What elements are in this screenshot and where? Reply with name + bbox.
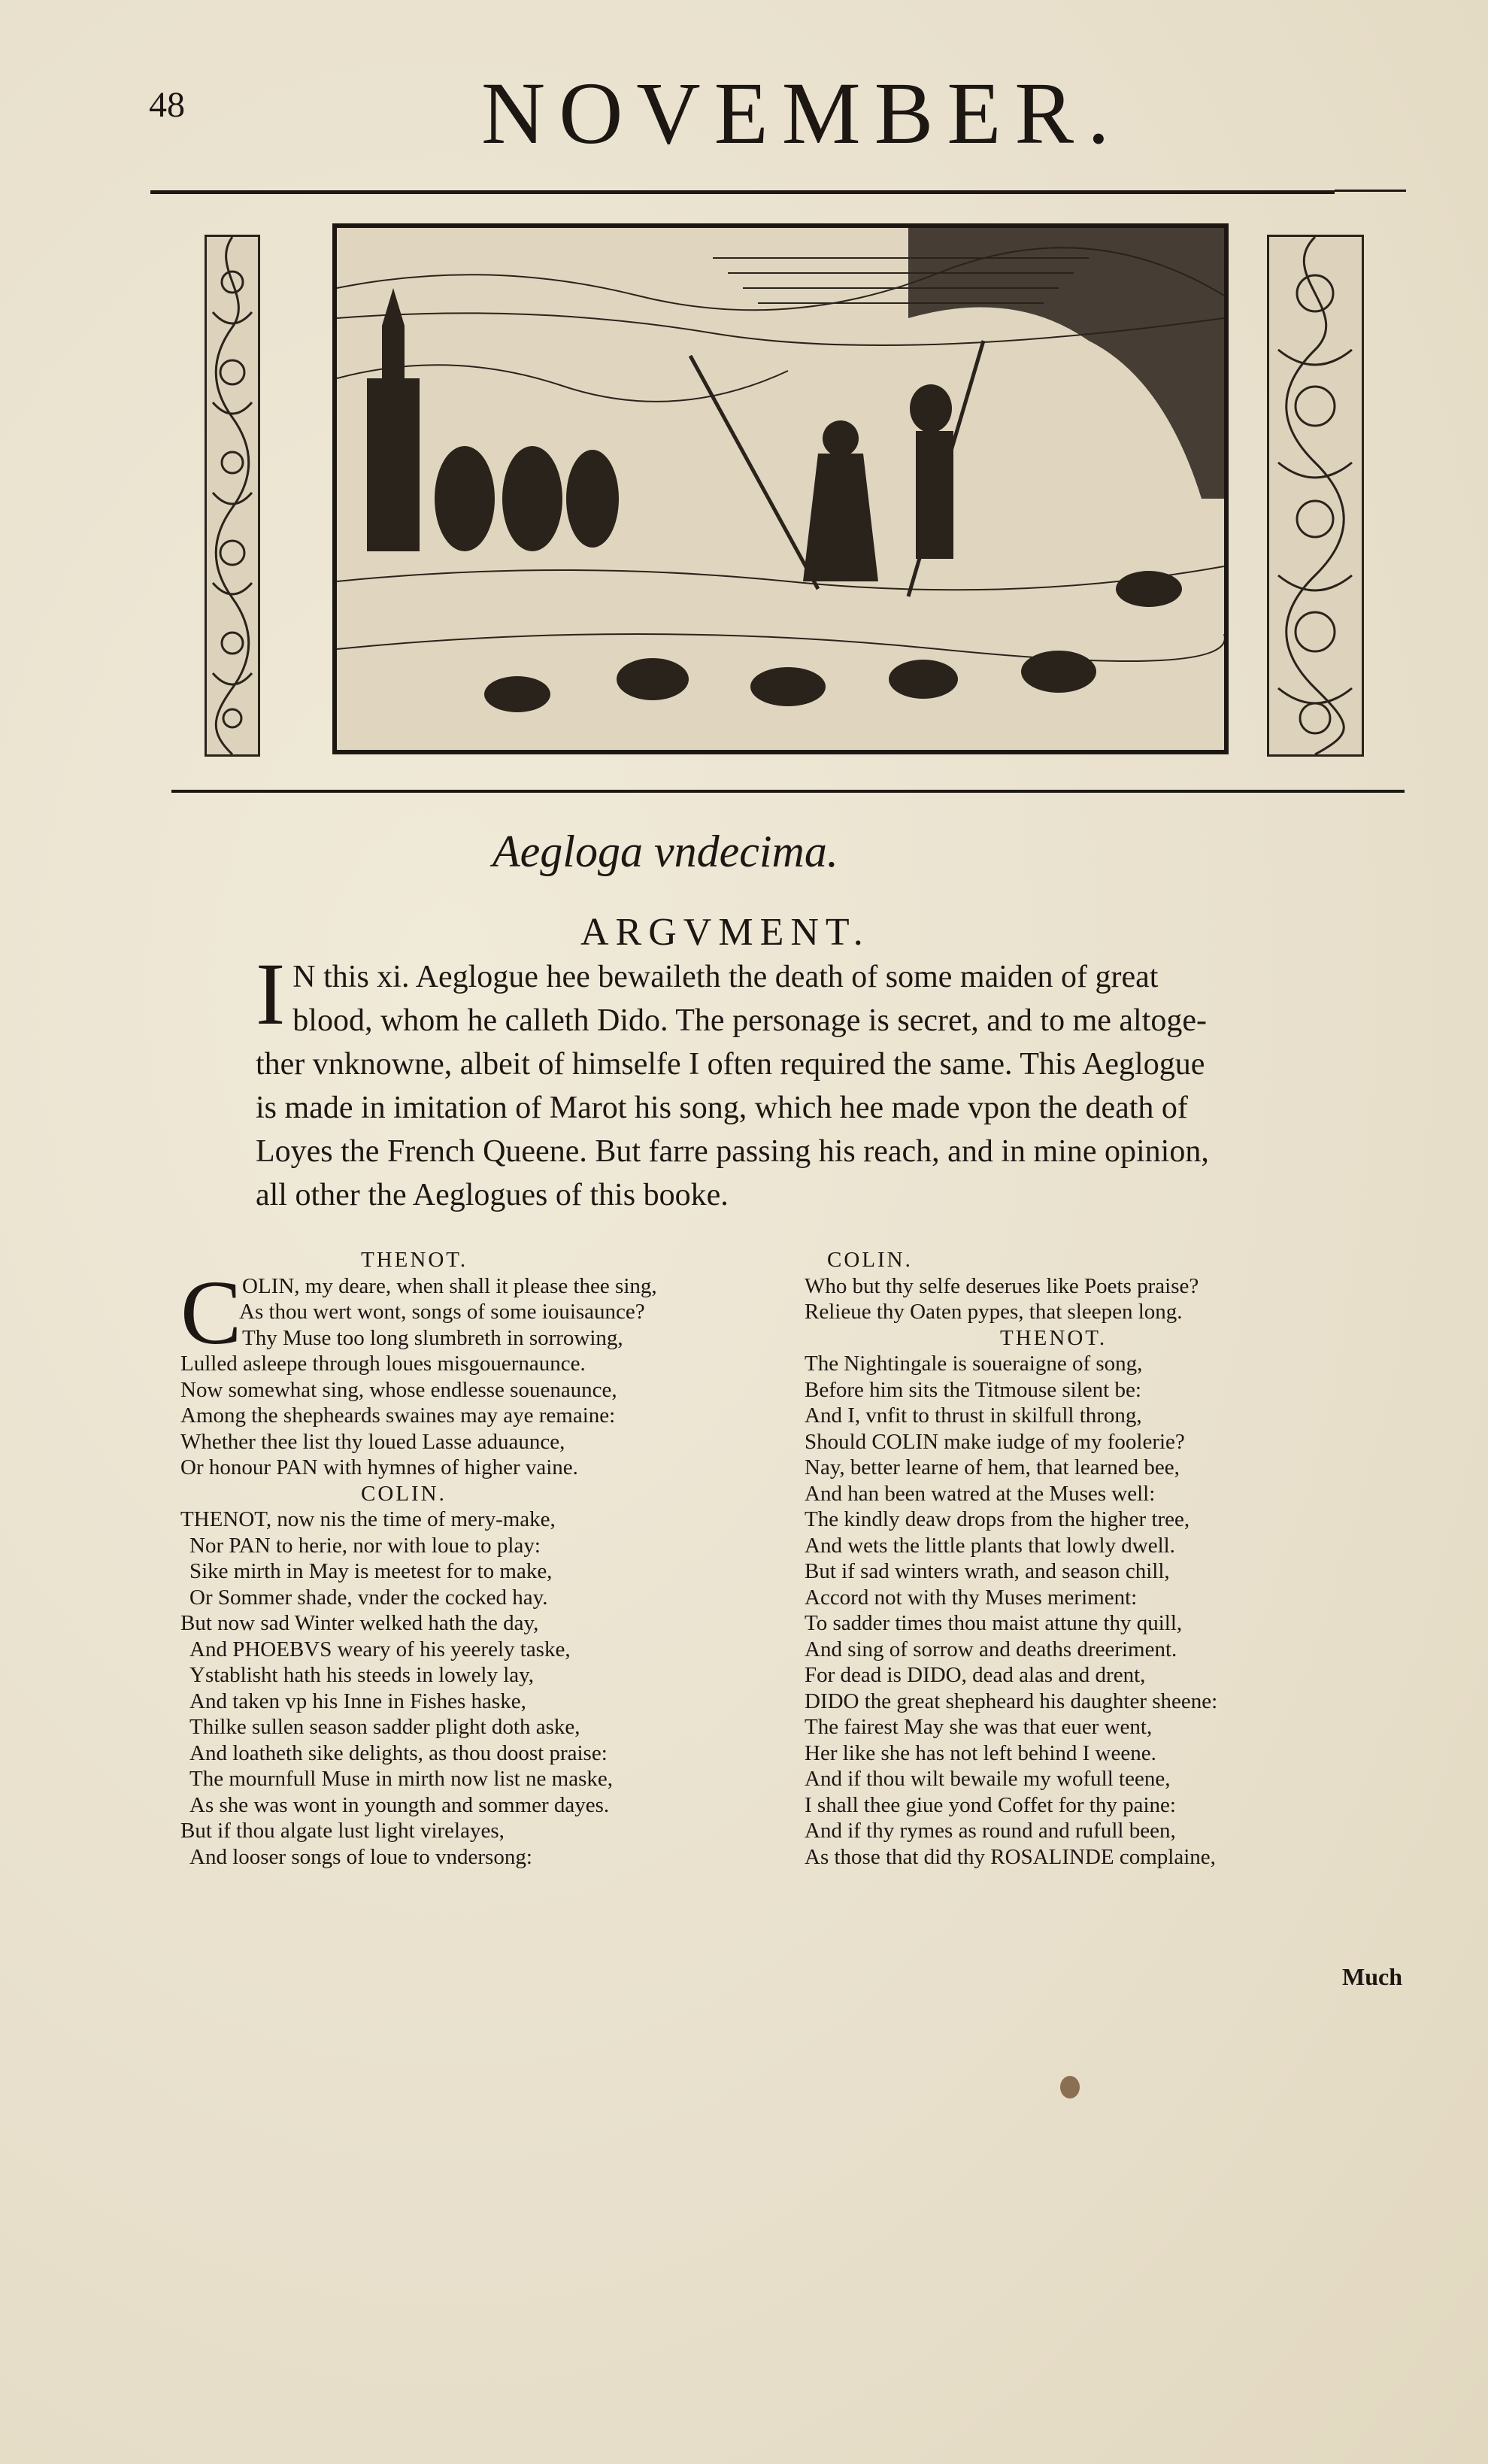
ink-spot (1060, 2076, 1080, 2098)
speaker-label: COLIN. (827, 1248, 913, 1272)
argument-drop-cap: I (256, 945, 286, 1043)
catchword: Much (1342, 1963, 1402, 1990)
argument-paragraph (256, 945, 1331, 1217)
left-verse-column (180, 1247, 759, 1870)
floral-ornament-icon (207, 237, 258, 754)
verse-line: As thou wert wont, songs of some iouisaunce? (239, 1300, 645, 1324)
left-ornamental-border (205, 235, 260, 757)
running-title: NOVEMBER. (481, 64, 1123, 162)
verse-line: Lulled asleepe through loues misgouernaunce. (180, 1352, 586, 1376)
right-verse-column (805, 1247, 1331, 1870)
argument-line: is made in imitation of Marot his song, which hee made vpon the death of (256, 1091, 1188, 1125)
verse-line: As those that did thy ROSALINDE complaine, (805, 1844, 1216, 1869)
argument-line: all other the Aeglogues of this booke. (256, 1178, 729, 1212)
floral-ornament-icon (1269, 237, 1362, 754)
verse-line: For dead is DIDO, dead alas and drent, (805, 1663, 1146, 1687)
verse-line: And PHOEBVS weary of his yeerely taske, (189, 1637, 571, 1661)
verse-line: Who but thy selfe deserues like Poets praise? (805, 1273, 1199, 1298)
shepherd-woodcut-icon (337, 228, 1224, 750)
verse-line: Nor PAN to herie, nor with loue to play: (189, 1533, 541, 1558)
verse-line: THENOT, now nis the time of mery-make, (180, 1507, 556, 1531)
verse-line: But if thou algate lust light virelayes, (180, 1819, 505, 1843)
verse-line: Sike mirth in May is meetest for to make, (189, 1559, 553, 1583)
verse-line: Or honour PAN with hymnes of higher vaine. (180, 1455, 578, 1479)
verse-line: And taken vp his Inne in Fishes haske, (189, 1689, 526, 1713)
verse-line: And sing of sorrow and deaths dreeriment. (805, 1637, 1177, 1661)
verse-line: Or Sommer shade, vnder the cocked hay. (189, 1585, 548, 1610)
speaker-label: THENOT. (361, 1248, 468, 1272)
verse-line: To sadder times thou maist attune thy quill, (805, 1611, 1183, 1635)
verse-drop-cap: C (180, 1262, 242, 1364)
verse-line: And I, vnfit to thrust in skilfull throng, (805, 1403, 1142, 1428)
argument-heading: ARGVMENT. (580, 911, 870, 954)
verse-line: Should COLIN make iudge of my foolerie? (805, 1429, 1185, 1454)
argument-line: N this xi. Aeglogue hee bewaileth the death of some maiden of great (292, 960, 1159, 994)
verse-line: Now somewhat sing, whose endlesse souenaunce, (180, 1377, 617, 1402)
eclogue-heading: Aegloga vndecima. (492, 827, 838, 876)
verse-line: Relieue thy Oaten pypes, that sleepen long. (805, 1300, 1183, 1324)
verse-line: As she was wont in youngth and sommer dayes. (189, 1792, 610, 1817)
verse-line: And han been watred at the Muses well: (805, 1481, 1156, 1506)
argument-line: ther vnknowne, albeit of himselfe I often required the same. This Aeglogue (256, 1047, 1205, 1082)
speaker-label: THENOT. (1000, 1325, 1108, 1350)
verse-line: And wets the little plants that lowly dwell. (805, 1533, 1175, 1558)
verse-line: The Nightingale is soueraigne of song, (805, 1352, 1143, 1376)
verse-line: The fairest May she was that euer went, (805, 1715, 1153, 1739)
speaker-label: COLIN. (361, 1481, 447, 1506)
verse-line: And looser songs of loue to vndersong: (189, 1844, 532, 1869)
verse-line: Accord not with thy Muses meriment: (805, 1585, 1138, 1610)
argument-line: blood, whom he calleth Dido. The personage is secret, and to me altoge- (292, 1003, 1207, 1038)
verse-line: DIDO the great shepheard his daughter sheene: (805, 1689, 1218, 1713)
verse-line: The kindly deaw drops from the higher tree, (805, 1507, 1190, 1531)
section-rule (171, 790, 1405, 793)
verse-line: But if sad winters wrath, and season chill, (805, 1559, 1170, 1583)
verse-line: Thy Muse too long slumbreth in sorrowing, (242, 1325, 623, 1350)
woodcut-illustration (332, 223, 1229, 754)
verse-line: Ystablisht hath his steeds in lowely lay, (189, 1663, 535, 1687)
verse-line: But now sad Winter welked hath the day, (180, 1611, 539, 1635)
verse-line: Her like she has not left behind I weene. (805, 1740, 1156, 1765)
verse-line: Nay, better learne of hem, that learned bee, (805, 1455, 1180, 1479)
verse-line: I shall thee giue yond Coffet for thy paine: (805, 1792, 1176, 1817)
verse-line: And if thou wilt bewaile my wofull teene, (805, 1767, 1171, 1791)
header-rule (150, 190, 1335, 194)
verse-line: OLIN, my deare, when shall it please thee sing, (242, 1273, 657, 1298)
argument-line: Loyes the French Queene. But farre passing his reach, and in mine opinion, (256, 1134, 1209, 1169)
page-number: 48 (149, 85, 185, 125)
verse-line: And loatheth sike delights, as thou doost praise: (189, 1740, 608, 1765)
right-ornamental-border (1267, 235, 1364, 757)
verse-line: Before him sits the Titmouse silent be: (805, 1377, 1141, 1402)
verse-line: The mournfull Muse in mirth now list ne maske, (189, 1767, 614, 1791)
header-rule-end (1335, 190, 1406, 192)
verse-line: Whether thee list thy loued Lasse aduaunce, (180, 1429, 565, 1454)
verse-line: Thilke sullen season sadder plight doth aske, (189, 1715, 580, 1739)
verse-line: And if thy rymes as round and rufull been, (805, 1819, 1176, 1843)
verse-line: Among the shepheards swaines may aye remaine: (180, 1403, 616, 1428)
